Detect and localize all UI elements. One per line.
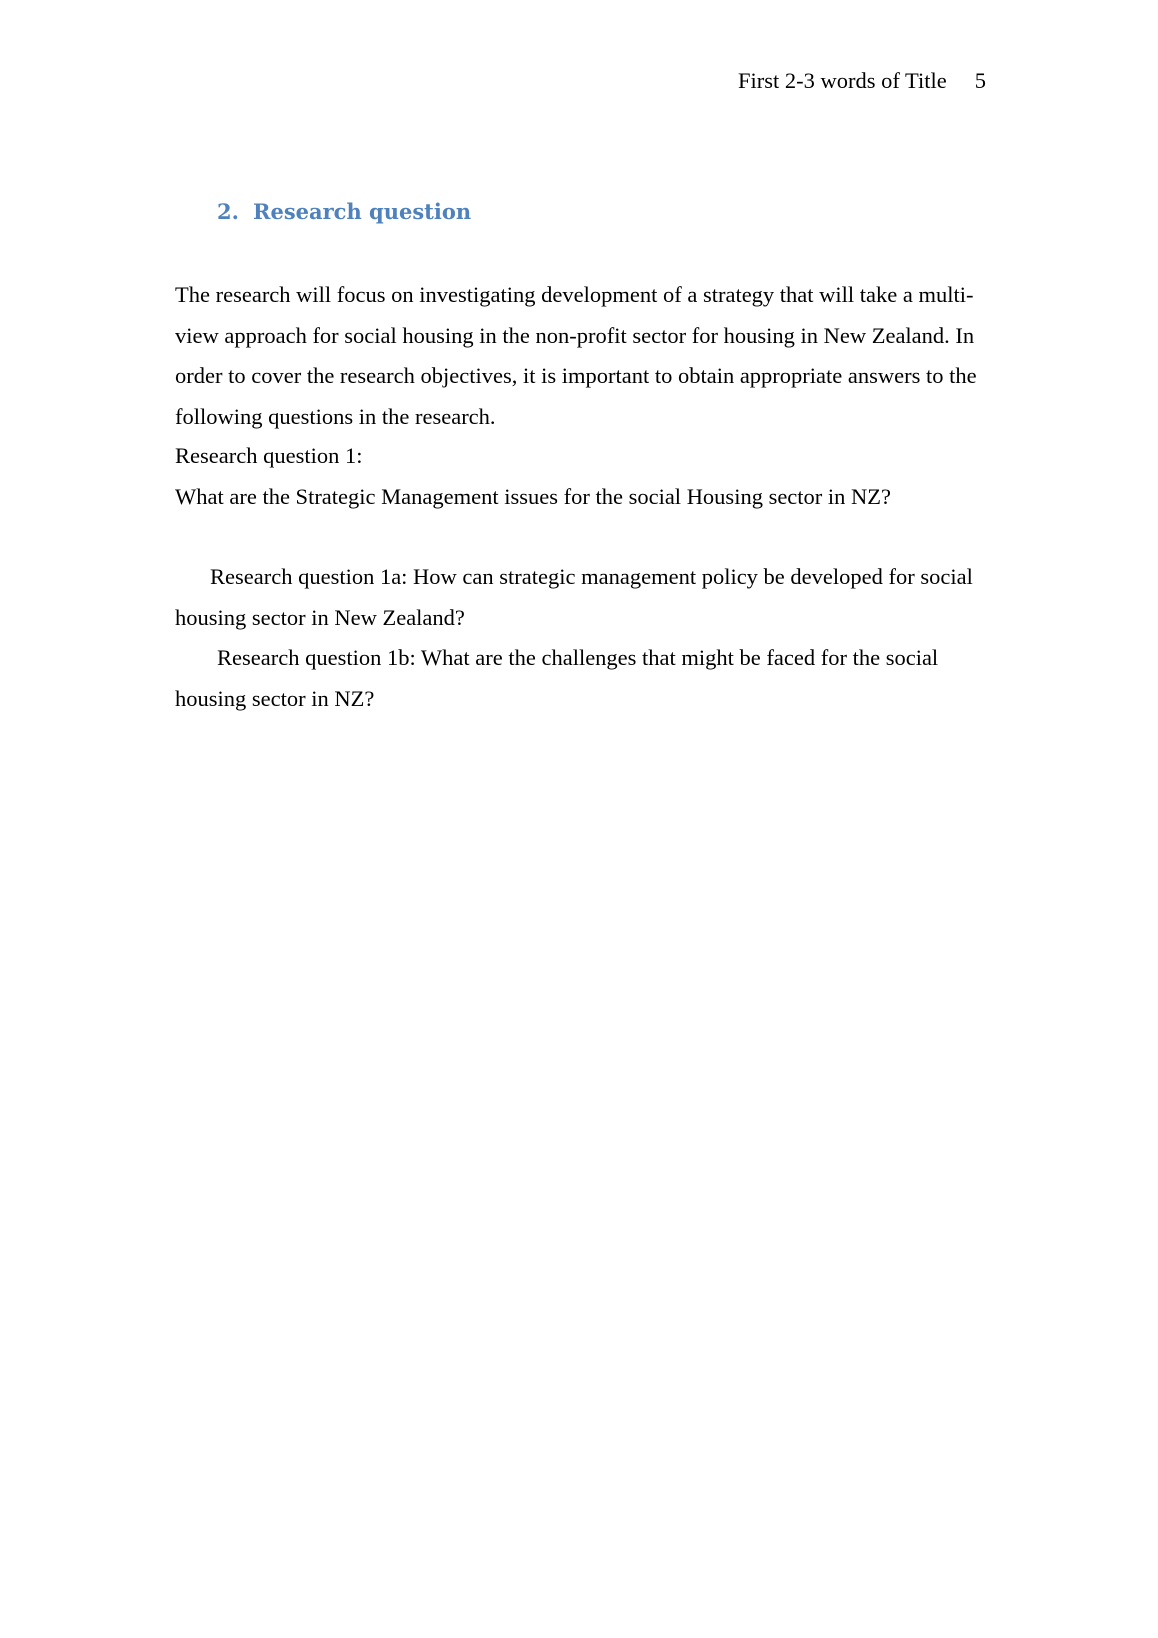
rq1a-text: Research question 1a: How can strategic management policy be developed for social housing sector in New Zealand? (175, 564, 973, 630)
page-header (738, 66, 986, 96)
section-heading (217, 197, 471, 227)
intro-paragraph (175, 275, 995, 437)
rq1-label: Research question 1: (175, 443, 363, 468)
running-title: First 2-3 words of Title (737, 68, 947, 93)
research-question-1 (175, 436, 995, 517)
section-title: Research question (253, 199, 472, 224)
page-number: 5 (974, 68, 986, 93)
section-number: 2. (217, 199, 239, 224)
research-question-1b (175, 638, 995, 719)
rq1b-text: Research question 1b: What are the challenges that might be faced for the social housing sector in NZ? (175, 645, 939, 711)
intro-text: The research will focus on investigating development of a strategy that will take a multi-view approach for social housing in the non-profit sector for housing in New Zealand. In order to cover the research objectives, it is important to obtain appropriate answers to the following questions in the research. (175, 282, 977, 429)
research-question-1a (175, 557, 995, 638)
rq1-text: What are the Strategic Management issues for the social Housing sector in NZ? (175, 483, 892, 509)
